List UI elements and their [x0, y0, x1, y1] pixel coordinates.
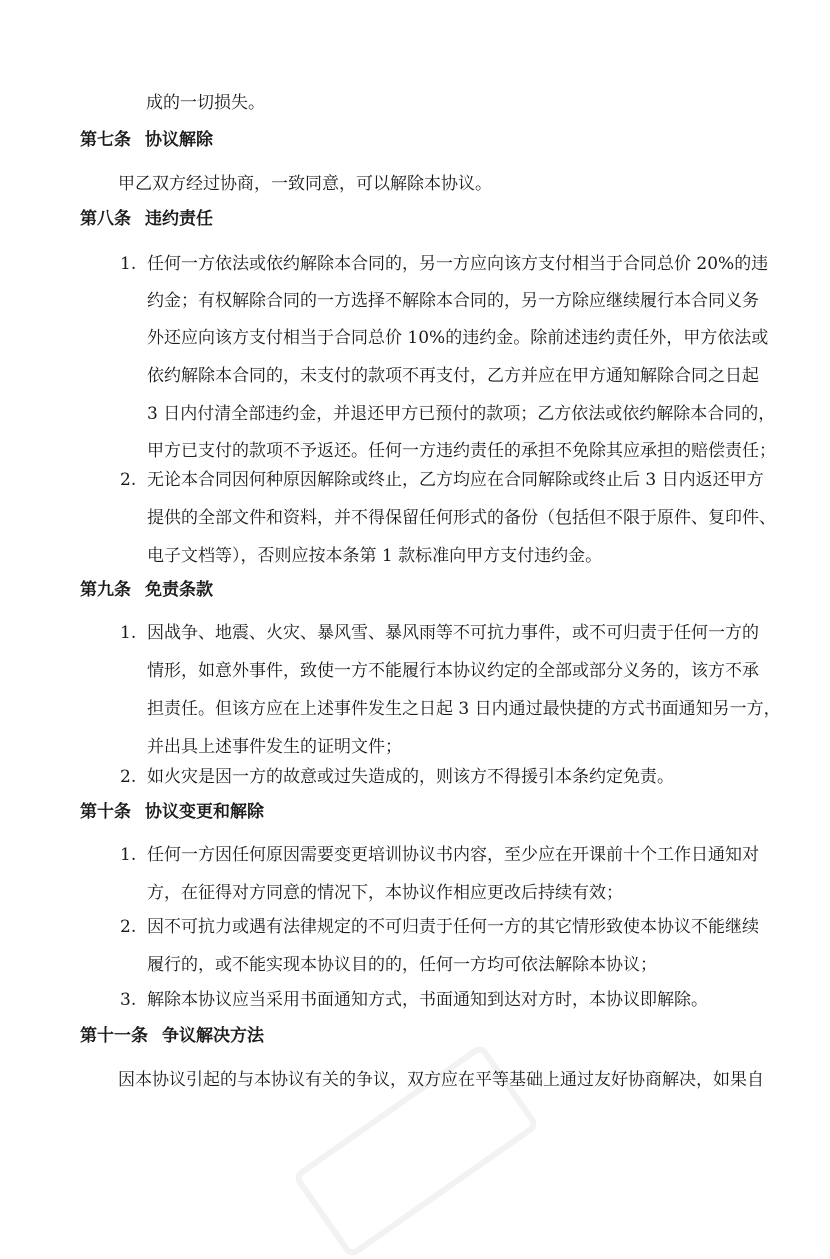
- article-8-number: 第八条: [80, 209, 131, 229]
- text-line: 因战争、地震、火灾、暴风雪、暴风雨等不可抗力事件，或不可归责于任何一方的: [147, 623, 759, 643]
- text-line: 方，在征得对方同意的情况下，本协议作相应更改后持续有效；: [147, 883, 623, 903]
- list-number: 2.: [120, 767, 137, 787]
- article-9-title: 免责条款: [145, 580, 213, 600]
- list-number: 3.: [120, 990, 137, 1010]
- text-line: 情形，如意外事件，致使一方不能履行本协议约定的全部或部分义务的，该方不承: [147, 661, 759, 681]
- text-line: 担责任。但该方应在上述事件发生之日起 3 日内通过最快捷的方式书面通知另一方，: [147, 699, 781, 719]
- text-line: 3 日内付清全部违约金，并退还甲方已预付的款项；乙方依法或依约解除本合同的，: [147, 404, 776, 424]
- text-line: 无论本合同因何种原因解除或终止，乙方均应在合同解除或终止后 3 日内返还甲方: [147, 470, 764, 490]
- article-10-number: 第十条: [80, 802, 131, 822]
- article-11-title: 争议解决方法: [162, 1026, 264, 1046]
- list-number: 1.: [120, 254, 137, 274]
- text-line: 甲方已支付的款项不予返还。任何一方违约责任的承担不免除其应承担的赔偿责任；: [147, 441, 776, 461]
- article-11-body: 因本协议引起的与本协议有关的争议，双方应在平等基础上通过友好协商解决，如果自: [118, 1070, 764, 1090]
- text-line: 解除本协议应当采用书面通知方式，书面通知到达对方时，本协议即解除。: [147, 990, 708, 1010]
- text-line: 因不可抗力或遇有法律规定的不可归责于任何一方的其它情形致使本协议不能继续: [147, 917, 759, 937]
- list-number: 2.: [120, 470, 137, 490]
- text-line: 并出具上述事件发生的证明文件；: [147, 737, 402, 757]
- text-line: 约金；有权解除合同的一方选择不解除本合同的，另一方除应继续履行本合同义务: [147, 291, 759, 311]
- text-line: 任何一方依法或依约解除本合同的，另一方应向该方支付相当于合同总价 20%的违: [147, 254, 769, 274]
- text-line: 提供的全部文件和资料，并不得保留任何形式的备份（包括但不限于原件、复印件、: [147, 508, 776, 528]
- text-line: 依约解除本合同的，未支付的款项不再支付，乙方并应在甲方通知解除合同之日起: [147, 366, 759, 386]
- intro-continuation: 成的一切损失。: [146, 93, 265, 113]
- text-line: 外还应向该方支付相当于合同总价 10%的违约金。除前述违约责任外，甲方依法或: [147, 328, 769, 348]
- article-8-heading: [80, 209, 213, 229]
- list-number: 1.: [120, 845, 137, 865]
- article-9-number: 第九条: [80, 580, 131, 600]
- article-7-number: 第七条: [80, 130, 131, 150]
- text-line: 任何一方因任何原因需要变更培训协议书内容，至少应在开课前十个工作日通知对: [147, 845, 759, 865]
- article-7-title: 协议解除: [145, 130, 213, 150]
- text-line: 如火灾是因一方的故意或过失造成的，则该方不得援引本条约定免责。: [147, 767, 674, 787]
- article-11-number: 第十一条: [80, 1026, 148, 1046]
- article-10-title: 协议变更和解除: [145, 802, 264, 822]
- text-line: 履行的，或不能实现本协议目的的，任何一方均可依法解除本协议；: [147, 955, 657, 975]
- article-11-heading: [80, 1026, 264, 1046]
- list-number: 1.: [120, 623, 137, 643]
- article-7-heading: [80, 130, 213, 150]
- article-9-heading: [80, 580, 213, 600]
- article-8-title: 违约责任: [145, 209, 213, 229]
- list-number: 2.: [120, 917, 137, 937]
- text-line: 电子文档等），否则应按本条第 1 款标准向甲方支付违约金。: [147, 546, 603, 566]
- article-7-body: 甲乙双方经过协商，一致同意，可以解除本协议。: [118, 174, 492, 194]
- article-10-heading: [80, 802, 264, 822]
